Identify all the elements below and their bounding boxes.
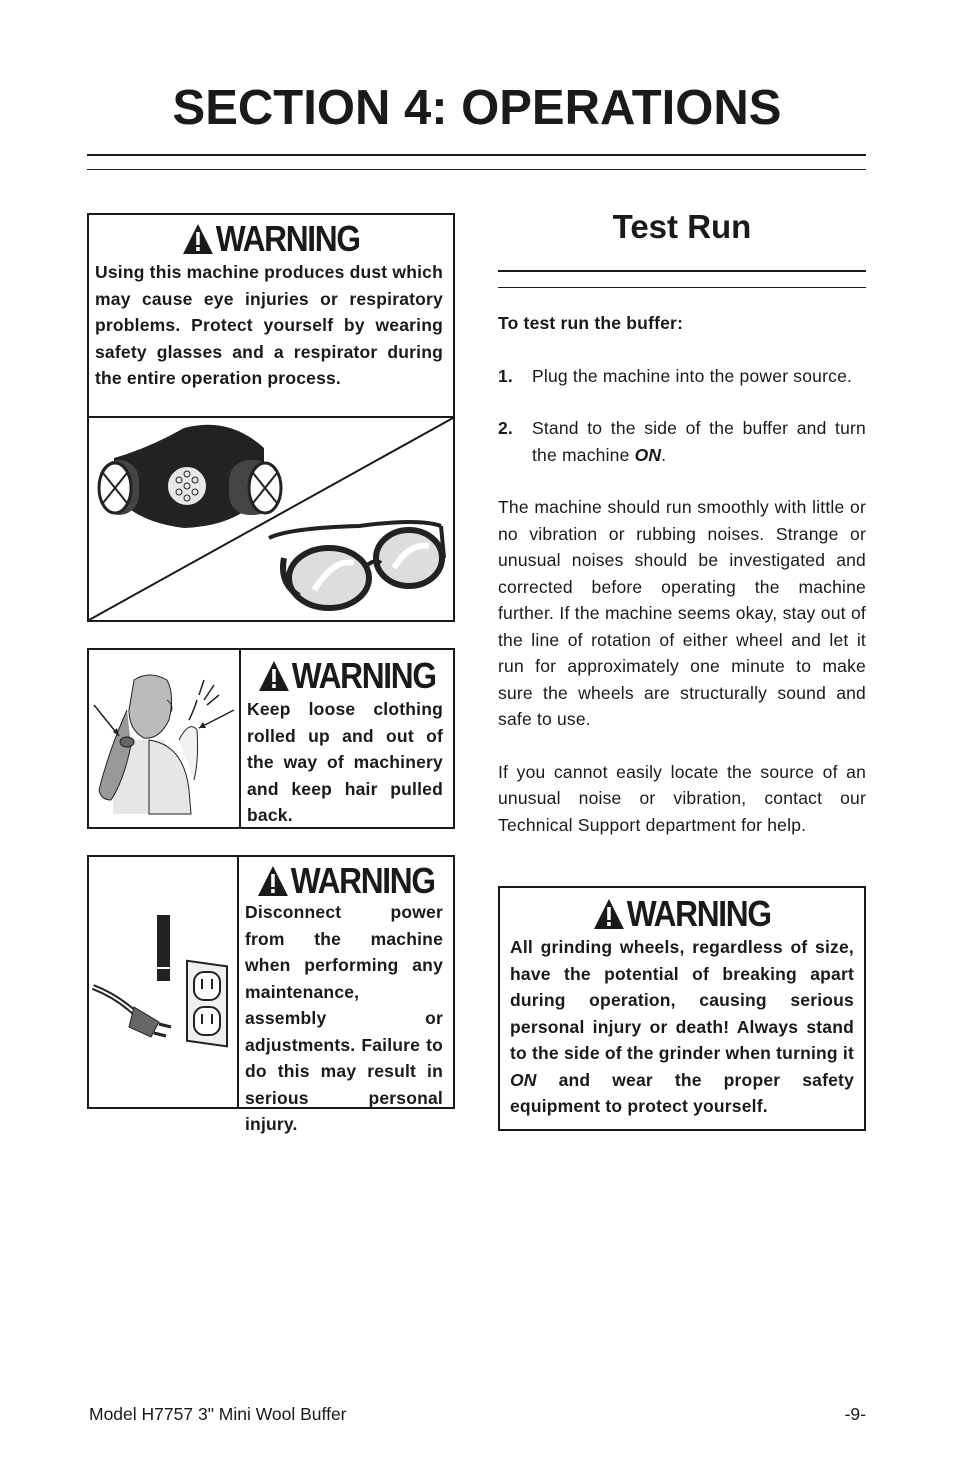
step-text-after: . xyxy=(661,444,667,465)
footer-model: Model H7757 3" Mini Wool Buffer xyxy=(89,1404,347,1424)
step-text xyxy=(532,415,866,468)
title-rule-bottom xyxy=(87,169,866,170)
step-text: Plug the machine into the power source. xyxy=(532,365,853,386)
warning-wheels-text-after: and wear the proper safety equipment to protect yourself. xyxy=(510,1069,854,1116)
safety-glasses-icon xyxy=(269,522,444,608)
warning-triangle-icon xyxy=(593,898,625,930)
test-run-paragraph-2: If you cannot easily locate the source of an unusual noise or vibration, contact our Technical Support department for help. xyxy=(498,761,866,835)
test-run-heading: Test Run xyxy=(612,208,752,245)
unplugged-cord-icon xyxy=(89,857,237,1107)
warning-header xyxy=(254,655,441,696)
step-text-before: Stand to the side of the buffer and turn the machine xyxy=(532,418,866,465)
on-emphasis: ON xyxy=(510,1069,537,1090)
warning-label: WARNING xyxy=(290,860,435,901)
test-run-content xyxy=(498,310,866,838)
page-title: SECTION 4: OPERATIONS xyxy=(172,81,782,135)
warning-box-clothing xyxy=(87,648,455,829)
step-number: 1. xyxy=(498,365,513,386)
test-run-intro: To test run the buffer: xyxy=(498,313,684,333)
hair-illustration xyxy=(89,650,241,827)
footer-page-number: -9- xyxy=(844,1404,866,1424)
warning-box-wheels xyxy=(498,886,866,1131)
plug-illustration xyxy=(89,857,239,1107)
warning-wheels-text-before: All grinding wheels, regardless of size, have the potential of breaking apart during operation, causing serious personal injury or death! Always stand to the side of the grinder when turning it xyxy=(510,937,854,1063)
step-1 xyxy=(498,363,866,390)
test-run-rule-top xyxy=(498,270,866,272)
on-emphasis: ON xyxy=(634,444,662,465)
warning-label: WARNING xyxy=(626,893,771,934)
test-run-rule-bottom xyxy=(498,287,866,288)
safety-gear-illustration xyxy=(87,416,455,622)
warning-triangle-icon xyxy=(258,660,290,692)
warning-clothing-text: Keep loose clothing rolled up and out of the way of machinery and keep hair pulled back. xyxy=(247,699,443,825)
test-run-paragraph-1: The machine should run smoothly with little or no vibration or rubbing noises. Strange or unusual noises should be investigated and corrected before operating the machine further. If the machine seems okay, stay out of the line of rotation of either wheel and let it run for approximately one minute to make sure the wheels are structurally sound and safe to use. xyxy=(498,497,866,729)
respirator-glasses-image xyxy=(89,418,453,620)
long-hair-person-icon xyxy=(89,650,239,827)
step-number: 2. xyxy=(498,418,513,438)
warning-triangle-icon xyxy=(182,223,214,255)
warning-label: WARNING xyxy=(291,655,436,696)
warning-triangle-icon xyxy=(257,865,289,897)
respirator-icon xyxy=(99,425,281,528)
warning-header xyxy=(522,893,842,934)
warning-box-power xyxy=(87,855,455,1134)
warning-label: WARNING xyxy=(215,218,360,259)
step-2 xyxy=(498,415,866,468)
warning-wheels-text xyxy=(500,932,864,1120)
warning-header xyxy=(252,860,440,901)
warning-header xyxy=(111,218,431,259)
title-rule-top xyxy=(87,154,866,156)
warning-box-dust xyxy=(87,213,455,418)
warning-dust-text: Using this machine produces dust which may cause eye injuries or respiratory problems. Protect yourself by wearing safety glasses and a respirator during the entire operation process. xyxy=(95,262,443,388)
warning-power-text: Disconnect power from the machine when performing any maintenance, assembly or adjustments. Failure to do this may result in serious personal injury. xyxy=(245,902,443,1134)
